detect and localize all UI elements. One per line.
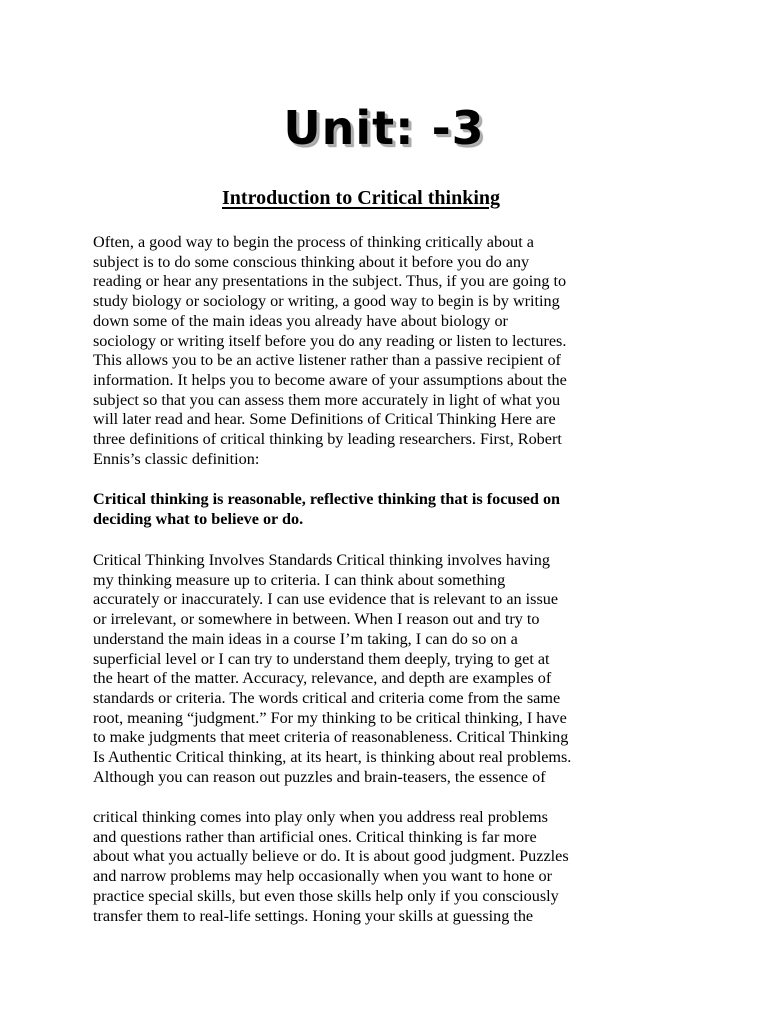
text-line: root, meaning “judgment.” For my thinking to be critical thinking, I have [93,708,567,727]
unit-title: Unit: -3 [283,101,485,155]
text-line: and narrow problems may help occasionally when you want to hone or [93,867,552,886]
text-line: Critical Thinking Involves Standards Critical thinking involves having [93,551,550,569]
text-line: about what you actually believe or do. It is about good judgment. Puzzles [93,847,569,866]
text-line: standards or criteria. The words critical and criteria come from the same [93,688,561,707]
text-line: subject is to do some conscious thinking about it before you do any [93,252,530,271]
text-line: to make judgments that meet criteria of reasonableness. Critical Thinking [93,728,569,747]
text-line: subject so that you can assess them more accurately in light of what you [93,390,561,409]
text-line: accurately or inaccurately. I can use evidence that is relevant to an issue [93,590,559,609]
text-line: reading or hear any presentations in the subject. Thus, if you are going to [93,272,567,291]
text-line: Although you can reason out puzzles and brain-teasers, the essence of [93,767,546,786]
text-line: Is Authentic Critical thinking, at its heart, is thinking about real problems. [93,748,572,767]
definition-paragraph [93,490,693,529]
text-line: superficial level or I can try to understand them deeply, trying to get at [93,649,550,668]
text-line: the heart of the matter. Accuracy, relevance, and depth are examples of [93,669,552,688]
text-line: understand the main ideas in a course I’m taking, I can do so on a [93,629,518,648]
standards-paragraph [93,551,693,787]
text-line: sociology or writing itself before you do any reading or listen to lectures. [93,331,567,350]
authentic-paragraph [93,808,693,926]
section-subtitle: Introduction to Critical thinking [222,187,500,209]
text-line: information. It helps you to become aware of your assumptions about the [93,370,567,389]
text-line: transfer them to real-life settings. Honing your skills at guessing the [93,906,534,925]
text-line: practice special skills, but even those skills help only if you consciously [93,886,559,905]
text-line: down some of the main ideas you already have about biology or [93,311,508,330]
intro-paragraph [93,233,693,469]
text-line: critical thinking comes into play only when you address real problems [93,808,548,826]
text-line: This allows you to be an active listener rather than a passive recipient of [93,351,561,370]
text-line: Ennis’s classic definition: [93,449,260,468]
text-line: three definitions of critical thinking by leading researchers. First, Robert [93,430,562,449]
text-line: my thinking measure up to criteria. I can think about something [93,570,506,589]
text-line: deciding what to believe or do. [93,509,304,528]
text-line: will later read and hear. Some Definitions of Critical Thinking Here are [93,410,556,429]
text-line: and questions rather than artificial ones. Critical thinking is far more [93,827,537,846]
text-line: study biology or sociology or writing, a good way to begin is by writing [93,292,560,311]
text-line: or irrelevant, or somewhere in between. When I reason out and try to [93,610,540,629]
text-line: Critical thinking is reasonable, reflective thinking that is focused on [93,490,561,508]
text-line: Often, a good way to begin the process of thinking critically about a [93,233,534,251]
